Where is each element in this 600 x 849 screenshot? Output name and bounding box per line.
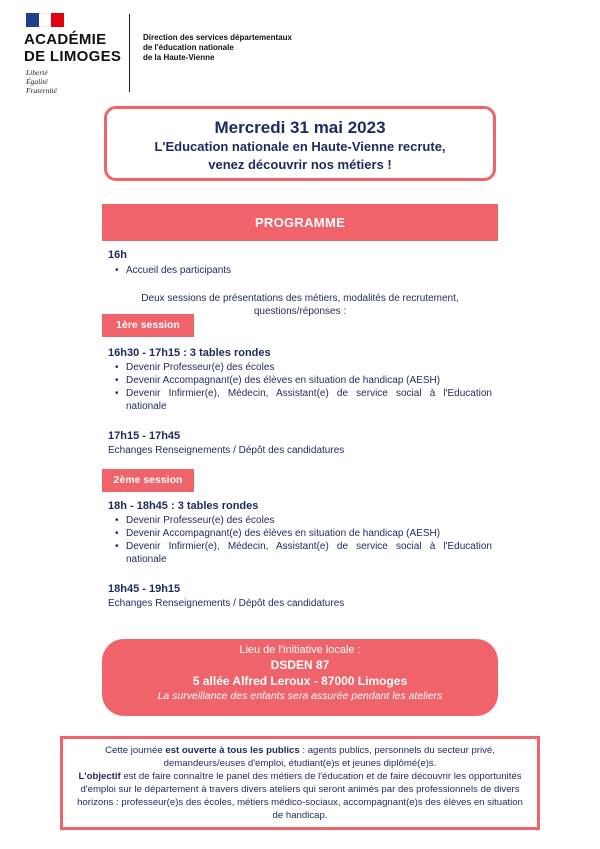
direction-line1: Direction des services départementaux bbox=[143, 33, 292, 42]
session2-exchange-text: Echanges Renseignements / Dépôt des candidatures bbox=[108, 598, 345, 609]
motto-liberte: Liberté bbox=[26, 68, 48, 77]
session2-item: • Devenir Professeur(e) des écoles bbox=[108, 514, 492, 527]
motto-egalite: Égalité bbox=[26, 77, 48, 86]
session2-item: • Devenir Accompagnant(e) des élèves en situation de handicap (AESH) bbox=[108, 527, 492, 540]
academy-name-line1: ACADÉMIE bbox=[24, 31, 107, 48]
audience-text-bold: est ouverte à tous les publics bbox=[165, 745, 300, 756]
session1-time: 16h30 - 17h15 : 3 tables rondes bbox=[108, 347, 271, 359]
marianne-flag-icon bbox=[26, 13, 64, 27]
event-title-box bbox=[104, 106, 496, 181]
motto-fraternite: Fraternité bbox=[26, 86, 57, 95]
audience-text-pre: Cette journée bbox=[105, 745, 166, 756]
session1-exchange-text: Echanges Renseignements / Dépôt des candidatures bbox=[108, 445, 345, 456]
session1-badge: 1ère session bbox=[102, 314, 194, 337]
direction-line3: de la Haute-Vienne bbox=[143, 53, 215, 62]
location-address: 5 allée Alfred Leroux - 87000 Limoges bbox=[192, 674, 408, 688]
location-name: DSDEN 87 bbox=[270, 658, 330, 672]
session2-item: • Devenir Infirmier(e), Médecin, Assistant(e) de service social à l'Education nationale bbox=[108, 540, 492, 566]
session1-item: • Devenir Professeur(e) des écoles bbox=[108, 361, 492, 374]
session2-exchange-time: 18h45 - 19h15 bbox=[108, 583, 181, 595]
session2-badge: 2ème session bbox=[102, 469, 194, 492]
session1-block bbox=[108, 347, 492, 413]
opening-item: • Accueil des participants bbox=[108, 264, 492, 277]
page-header bbox=[0, 0, 600, 100]
objective-label: L'objectif bbox=[78, 771, 121, 782]
session2-exchange-block bbox=[108, 583, 492, 610]
objective-text: est de faire connaître le panel des métiers de l'éducation et de faire découvrir les opportunités d'emploi sur le département à travers divers ateliers qui seront animés par des professionnels de divers horizons : professeur(e)s des écoles, métiers médico-sociaux, accompagnant(e)s des élèves en situation de handicap. bbox=[77, 771, 523, 821]
audience-text-post: : agents publics, personnels du secteur privé, demandeurs/euses d'emploi, étudiant(e)s et jeunes diplômé(e)s. bbox=[163, 745, 495, 769]
direction-line2: de l'éducation nationale bbox=[143, 43, 234, 52]
event-date: Mercredi 31 mai 2023 bbox=[214, 118, 386, 137]
session1-exchange-block bbox=[108, 430, 492, 457]
session1-item: • Devenir Accompagnant(e) des élèves en situation de handicap (AESH) bbox=[108, 374, 492, 387]
event-headline-line1: L'Education nationale en Haute-Vienne recrute, bbox=[154, 139, 446, 154]
session1-item: • Devenir Infirmier(e), Médecin, Assistant(e) de service social à l'Education nationale bbox=[108, 387, 492, 413]
academy-name-line2: DE LIMOGES bbox=[24, 48, 122, 65]
session2-block bbox=[108, 500, 492, 566]
opening-block bbox=[108, 249, 492, 277]
session2-time: 18h - 18h45 : 3 tables rondes bbox=[108, 500, 259, 512]
header-divider bbox=[129, 14, 130, 92]
childcare-note: La surveillance des enfants sera assurée pendant les ateliers bbox=[157, 690, 443, 702]
location-box bbox=[102, 639, 498, 716]
opening-time: 16h bbox=[108, 249, 127, 261]
location-label: Lieu de l'initiative locale : bbox=[239, 644, 361, 656]
audience-paragraph bbox=[71, 744, 529, 770]
sessions-intro: Deux sessions de présentations des métiers, modalités de recrutement, questions/réponses : bbox=[141, 293, 459, 317]
objective-paragraph bbox=[71, 770, 529, 822]
session1-exchange-time: 17h15 - 17h45 bbox=[108, 430, 181, 442]
info-box bbox=[60, 736, 540, 830]
event-headline-line2: venez découvrir nos métiers ! bbox=[208, 157, 392, 172]
programme-banner: PROGRAMME bbox=[102, 204, 498, 241]
